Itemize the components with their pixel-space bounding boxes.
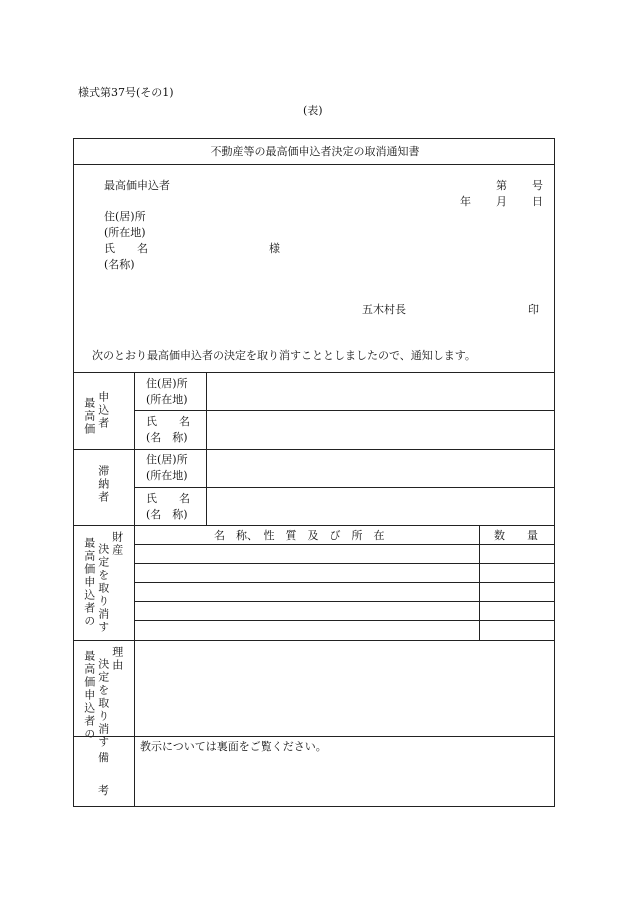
reason-heading-col2: 決定を取り消す xyxy=(96,658,110,749)
seal-mark: 印 xyxy=(528,303,539,316)
property-heading-col1: 最高価申込者の xyxy=(82,537,96,628)
title-label: (名称) xyxy=(104,258,135,271)
delinquent-address-label2: (所在地) xyxy=(146,469,188,482)
bidder-name-label1: 氏 名 xyxy=(146,415,190,428)
notice-divider xyxy=(74,372,554,373)
form-number: 様式第37号(その1) xyxy=(78,86,174,99)
remarks-text: 教示については裏面をご覧ください。 xyxy=(140,740,327,753)
table-row xyxy=(134,563,554,564)
heading-column-divider xyxy=(134,372,135,806)
date-month: 月 xyxy=(496,195,507,208)
date-year: 年 xyxy=(460,195,471,208)
delinquent-address-label1: 住(居)所 xyxy=(146,453,188,466)
form-title: 不動産等の最高価申込者決定の取消通知書 xyxy=(210,145,420,158)
bidder-address-label2: (所在地) xyxy=(146,393,188,406)
delinquent-divider xyxy=(74,525,554,526)
delinquent-inner-divider xyxy=(134,487,554,488)
bidder-heading-col2: 申込者 xyxy=(96,391,110,430)
reason-divider xyxy=(74,736,554,737)
delinquent-name-label2: (名 称) xyxy=(146,508,188,521)
property-divider xyxy=(74,640,554,641)
bidder-heading-col1: 最高価 xyxy=(82,397,96,436)
number-dai: 第 xyxy=(496,179,507,192)
bidder-name-label2: (名 称) xyxy=(146,431,188,444)
bidder-address-label1: 住(居)所 xyxy=(146,377,188,390)
location-label: (所在地) xyxy=(104,226,146,239)
property-heading-col3: 財産 xyxy=(110,531,124,557)
notice-body: 次のとおり最高価申込者の決定を取り消すこととしましたので、通知します。 xyxy=(92,349,476,362)
side-mark: (表) xyxy=(303,104,323,117)
table-row xyxy=(134,601,554,602)
property-heading-col2: 決定を取り消す xyxy=(96,543,110,634)
name-label: 氏 名 xyxy=(104,242,148,255)
property-header-divider xyxy=(134,544,554,545)
property-col-name: 名 称、 性 質 及 び 所 在 xyxy=(214,529,385,542)
form-sheet xyxy=(73,138,555,807)
table-row xyxy=(134,620,554,621)
addressee-label: 最高価申込者 xyxy=(104,179,170,192)
delinquent-heading: 滞納者 xyxy=(96,465,110,504)
table-row xyxy=(134,582,554,583)
date-day: 日 xyxy=(532,195,543,208)
bidder-inner-divider xyxy=(134,410,554,411)
reason-heading-col3: 理由 xyxy=(110,646,124,672)
honorific: 様 xyxy=(269,242,280,255)
reason-heading-col1: 最高価申込者の xyxy=(82,650,96,741)
bidder-divider xyxy=(74,449,554,450)
remarks-label-bottom: 考 xyxy=(98,784,109,797)
delinquent-name-label1: 氏 名 xyxy=(146,492,190,505)
remarks-label-top: 備 xyxy=(98,751,109,764)
number-go: 号 xyxy=(532,179,543,192)
title-divider xyxy=(74,164,554,165)
issuer: 五木村長 xyxy=(362,303,406,316)
address-label: 住(居)所 xyxy=(104,210,146,223)
property-col-qty: 数 量 xyxy=(494,529,538,542)
